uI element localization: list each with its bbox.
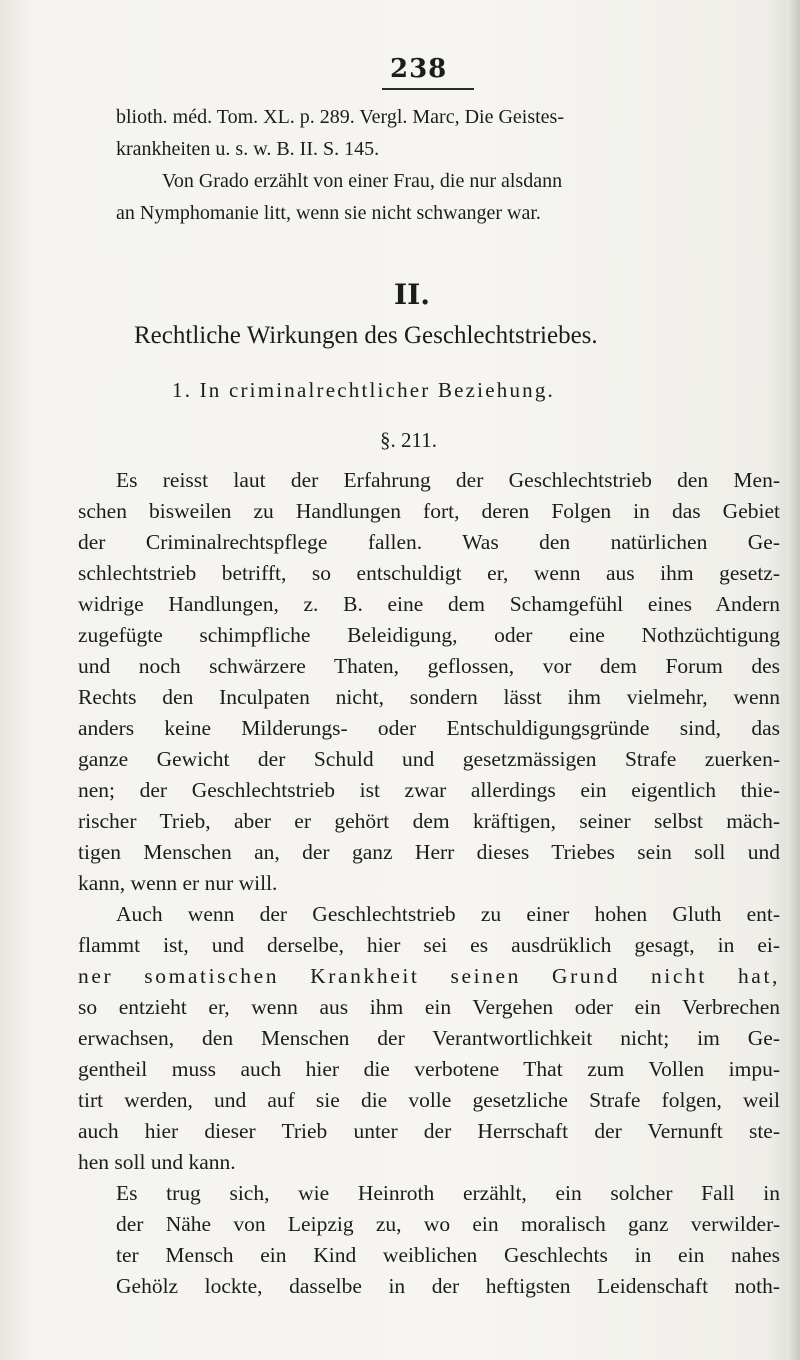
text-line: anders keine Milderungs- oder Entschuldigungsgründe sind, das xyxy=(78,716,780,740)
text-line: rischer Trieb, aber er gehört dem kräftigen, seiner selbst mäch- xyxy=(78,809,780,833)
footnote-line: an Nymphomanie litt, wenn sie nicht schwanger war. xyxy=(116,202,541,224)
text-line: ganze Gewicht der Schuld und gesetzmässigen Strafe zuerken- xyxy=(78,747,780,771)
text-line: Es trug sich, wie Heinroth erzählt, ein solcher Fall in xyxy=(116,1181,780,1205)
text-line: Gehölz lockte, dasselbe in der heftigsten Leidenschaft noth- xyxy=(116,1274,780,1298)
text-line: flammt ist, und derselbe, hier sei es ausdrüklich gesagt, in ei- xyxy=(78,933,780,957)
page-number-rule xyxy=(382,88,474,90)
footnote-line: krankheiten u. s. w. B. II. S. 145. xyxy=(116,138,380,160)
text-line: hen soll und kann. xyxy=(78,1150,236,1174)
text-line: ter Mensch ein Kind weiblichen Geschlechts in ein nahes xyxy=(116,1243,780,1267)
chapter-numeral: II. xyxy=(394,278,430,311)
text-line: so entzieht er, wenn aus ihm ein Vergehen oder ein Verbrechen xyxy=(78,995,780,1019)
paragraph-number: §. 211. xyxy=(380,428,437,452)
text-line: schen bisweilen zu Handlungen fort, deren Folgen in das Gebiet xyxy=(78,499,780,523)
footnote-line: blioth. méd. Tom. XL. p. 289. Vergl. Marc, Die Geistes- xyxy=(116,106,564,128)
text-line: Auch wenn der Geschlechtstrieb zu einer hohen Gluth ent- xyxy=(116,902,780,926)
text-line: auch hier dieser Trieb unter der Herrschaft der Vernunft ste- xyxy=(78,1119,780,1143)
text-line: der Nähe von Leipzig zu, wo ein moralisch ganz verwilder- xyxy=(116,1212,780,1236)
text-line: der Criminalrechtspflege fallen. Was den natürlichen Ge- xyxy=(78,530,780,554)
text-line: Es reisst laut der Erfahrung der Geschlechtstrieb den Men- xyxy=(116,468,780,492)
text-line: Rechts den Inculpaten nicht, sondern lässt ihm vielmehr, wenn xyxy=(78,685,780,709)
text-line: widrige Handlungen, z. B. eine dem Schamgefühl eines Andern xyxy=(78,592,780,616)
text-line: kann, wenn er nur will. xyxy=(78,871,278,895)
footnote-line: Von Grado erzählt von einer Frau, die nur alsdann xyxy=(162,170,563,192)
text-line: gentheil muss auch hier die verbotene That zum Vollen impu- xyxy=(78,1057,780,1081)
page-number: 238 xyxy=(390,54,448,84)
subsection-title: 1. In criminalrechtlicher Beziehung. xyxy=(172,378,555,402)
text-line: und noch schwärzere Thaten, geflossen, vor dem Forum des xyxy=(78,654,780,678)
text-line: nen; der Geschlechtstrieb ist zwar allerdings ein eigentlich thie- xyxy=(78,778,780,802)
text-line: tirt werden, und auf sie die volle gesetzliche Strafe folgen, weil xyxy=(78,1088,780,1112)
chapter-title: Rechtliche Wirkungen des Geschlechtstriebes. xyxy=(134,322,598,349)
text-line: zugefügte schimpfliche Beleidigung, oder eine Nothzüchtigung xyxy=(78,623,780,647)
text-line: ner somatischen Krankheit seinen Grund nicht hat, xyxy=(78,964,780,988)
page-edge xyxy=(786,0,800,1360)
text-line: tigen Menschen an, der ganz Herr dieses Triebes sein soll und xyxy=(78,840,780,864)
text-line: schlechtstrieb betrifft, so entschuldigt er, wenn aus ihm gesetz- xyxy=(78,561,780,585)
text-line: erwachsen, den Menschen der Verantwortlichkeit nicht; im Ge- xyxy=(78,1026,780,1050)
